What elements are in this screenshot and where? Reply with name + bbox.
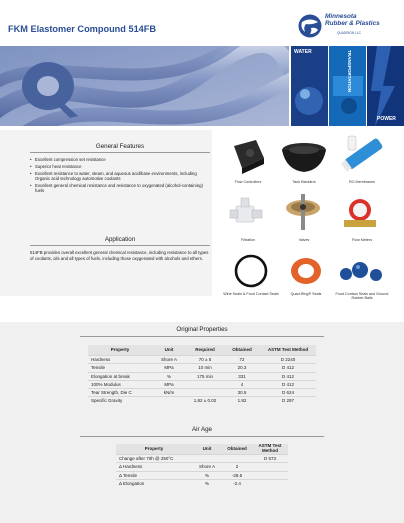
page-title: FKM Elastomer Compound 514FB	[8, 24, 157, 34]
rubber-balls-image	[336, 258, 386, 288]
filtration-image	[228, 194, 268, 234]
table-cell: Shore A	[192, 463, 222, 471]
table-cell: 175 min	[186, 372, 224, 380]
table-cell: %	[192, 471, 222, 479]
tank-bladder-image	[280, 140, 328, 174]
product-label: Flow Controllers	[234, 180, 262, 184]
table-cell: %	[152, 372, 186, 380]
table-cell	[252, 479, 288, 487]
divider	[80, 336, 324, 337]
table-cell: kN/m	[152, 389, 186, 397]
table-cell: -2.4	[222, 479, 252, 487]
column-header: Property	[88, 345, 152, 356]
list-item: • Excellent compression set resistance	[30, 157, 212, 163]
table-cell: 30.5	[224, 389, 260, 397]
features-list	[30, 157, 212, 195]
list-item: • Excellent general chemical resistance and resistance to oxygenated (alcohol-containing) fuels	[30, 183, 212, 194]
banner-image	[0, 46, 289, 126]
application-heading: Application	[104, 236, 136, 243]
brand-logo	[325, 14, 380, 28]
divider	[80, 436, 324, 437]
table-cell: 2	[222, 463, 252, 471]
globe-icon	[297, 13, 323, 39]
table-cell	[192, 455, 222, 463]
table-cell: -28.5	[222, 471, 252, 479]
table-cell: D 412	[260, 372, 316, 380]
table-cell: MPa	[152, 364, 186, 372]
tile-label: POWER	[377, 116, 396, 122]
column-header: ASTM Test Method	[252, 444, 288, 455]
table-cell: Δ Hardness	[116, 463, 192, 471]
table-row	[116, 471, 288, 479]
column-header: Obtained	[222, 444, 252, 455]
column-header: ASTM Test Method	[260, 345, 316, 356]
general-features-heading: General Features	[95, 143, 145, 150]
table-cell: 72	[224, 356, 260, 364]
list-item: • Excellent resistance to water, steam, and aqueous acid/base environments, including Organic acid technology automotive coolants	[30, 171, 212, 182]
table-row	[88, 397, 316, 405]
table-cell: D 297	[260, 397, 316, 405]
tile-water	[291, 46, 328, 126]
wine-seal-image	[232, 252, 270, 290]
industry-tiles	[291, 46, 404, 126]
table-cell: Tensile	[88, 364, 152, 372]
table-cell: Shore A	[152, 356, 186, 364]
table-cell: 10 min	[186, 364, 224, 372]
divider	[30, 245, 210, 246]
table-cell: D 573	[252, 455, 288, 463]
tile-label: WATER	[294, 49, 312, 55]
product-label: Filtration	[240, 238, 256, 242]
product-label: Food Contact Seals and Ground Rubber Balls	[335, 292, 389, 301]
product-label: Valves	[298, 238, 310, 242]
valve-image	[283, 190, 323, 234]
table-cell: D 624	[260, 389, 316, 397]
logo-line1: Minnesota	[325, 13, 357, 20]
table-cell: 70 ± 5	[186, 356, 224, 364]
table-cell: 4	[224, 380, 260, 388]
product-label: Tank Bladders	[292, 180, 316, 184]
table-cell: Δ Elongation	[116, 479, 192, 487]
table-cell: D 412	[260, 380, 316, 388]
table-row	[116, 455, 288, 463]
product-label: Flow Meters	[351, 238, 373, 242]
table-row	[88, 372, 316, 380]
table-cell	[252, 471, 288, 479]
table-cell	[186, 380, 224, 388]
flow-controller-image	[228, 136, 268, 176]
table-cell: Hardness	[88, 356, 152, 364]
air-age-heading: Air Age	[192, 426, 212, 433]
table-cell	[186, 389, 224, 397]
table-cell: Tear Strength, Die C	[88, 389, 152, 397]
table-cell: Δ Tensile	[116, 471, 192, 479]
tile-transportation	[329, 46, 366, 126]
column-header: Required	[186, 345, 224, 356]
column-header: Unit	[152, 345, 186, 356]
table-cell: Specific Gravity	[88, 397, 152, 405]
column-header: Property	[116, 444, 192, 455]
table-cell: 100% Modulus	[88, 380, 152, 388]
original-properties-table	[88, 345, 316, 405]
table-cell: %	[192, 479, 222, 487]
table-cell	[252, 463, 288, 471]
column-header: Unit	[192, 444, 222, 455]
logo-subtitle: QUADRION LLC	[337, 31, 361, 35]
logo-line2: Rubber & Plastics	[325, 19, 380, 27]
table-row	[116, 463, 288, 471]
table-cell: Elongation at break	[88, 372, 152, 380]
tile-power	[367, 46, 404, 126]
table-row	[116, 479, 288, 487]
table-cell: Change after 70h @ 250°C	[116, 455, 192, 463]
air-age-table	[116, 444, 288, 487]
table-cell	[152, 397, 186, 405]
table-cell: D 412	[260, 364, 316, 372]
table-cell: 20.3	[224, 364, 260, 372]
table-cell: D 2240	[260, 356, 316, 364]
table-cell: 1.82 ± 0.02	[186, 397, 224, 405]
quad-ring-seal-image	[288, 254, 324, 288]
flow-meter-image	[340, 194, 380, 234]
table-row	[88, 364, 316, 372]
table-cell: MPa	[152, 380, 186, 388]
product-label: Quad-Ring® Seals	[290, 292, 322, 296]
ro-membrane-image	[336, 132, 388, 178]
divider	[30, 152, 210, 153]
product-label: RO Membranes	[348, 180, 376, 184]
table-row	[88, 380, 316, 388]
application-text: 514FB provides overall excellent general chemical resistance, including resistance to all types of coolants, oils and all types of fuels, including those oxygenated with alcohols and ethers.	[30, 250, 209, 261]
table-cell: 1.82	[224, 397, 260, 405]
table-header-row	[116, 444, 288, 455]
features-panel	[0, 130, 212, 296]
list-item: • Superior heat resistance	[30, 164, 212, 170]
table-cell	[222, 455, 252, 463]
table-header-row	[88, 345, 316, 356]
tile-label: TRANSPORTATION	[347, 50, 352, 93]
table-cell: 331	[224, 372, 260, 380]
table-row	[88, 356, 316, 364]
column-header: Obtained	[224, 345, 260, 356]
table-row	[88, 389, 316, 397]
original-properties-heading: Original Properties	[176, 326, 228, 333]
product-label: Wine Seals & Food Contact Seals	[223, 292, 279, 296]
